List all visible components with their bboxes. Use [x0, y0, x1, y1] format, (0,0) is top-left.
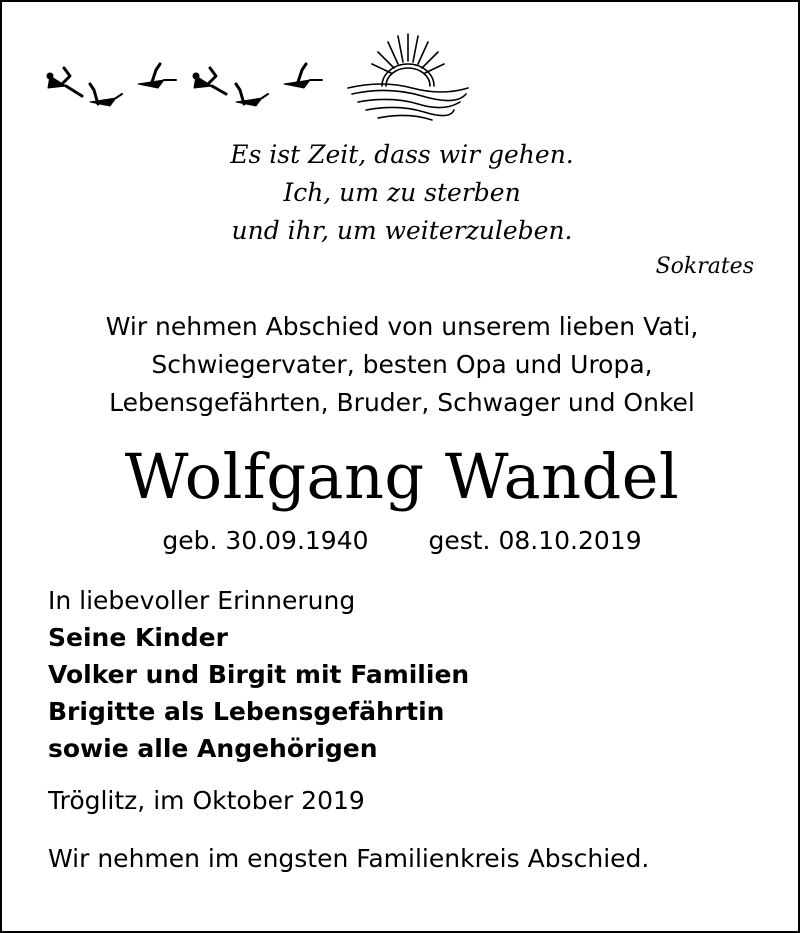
- intro-line: Lebensgefährten, Bruder, Schwager und Onkel: [109, 388, 695, 417]
- quote-line: und ihr, um weiterzuleben.: [231, 216, 573, 245]
- quote-line: Ich, um zu sterben: [283, 178, 521, 207]
- deceased-name: Wolfgang Wandel: [124, 440, 680, 513]
- quote-line: Es ist Zeit, dass wir gehen.: [230, 140, 574, 169]
- signer-line: Brigitte als Lebensgefährtin: [48, 697, 445, 726]
- death-date: gest. 08.10.2019: [428, 526, 642, 555]
- signer-line: sowie alle Angehörigen: [48, 734, 378, 763]
- farewell-intro: [2, 308, 800, 422]
- flying-birds-and-sunset-illustration: [42, 30, 472, 130]
- signers: [48, 582, 469, 767]
- intro-line: Schwiegervater, besten Opa und Uropa,: [151, 350, 653, 379]
- birth-date: geb. 30.09.1940: [162, 526, 369, 555]
- signer-line: Volker und Birgit mit Familien: [48, 660, 470, 689]
- flying-birds-icon: [47, 64, 322, 106]
- quote-author: Sokrates: [655, 254, 754, 279]
- place-and-date: Tröglitz, im Oktober 2019: [48, 786, 365, 815]
- signer-line: Seine Kinder: [48, 623, 228, 652]
- signers-intro: In liebevoller Erinnerung: [48, 586, 356, 615]
- funeral-note: Wir nehmen im engsten Familienkreis Abschied.: [48, 844, 650, 873]
- quote: [2, 136, 800, 250]
- sunset-over-hills-icon: [348, 34, 468, 120]
- intro-line: Wir nehmen Abschied von unserem lieben Vati,: [105, 312, 699, 341]
- life-dates: [2, 526, 800, 555]
